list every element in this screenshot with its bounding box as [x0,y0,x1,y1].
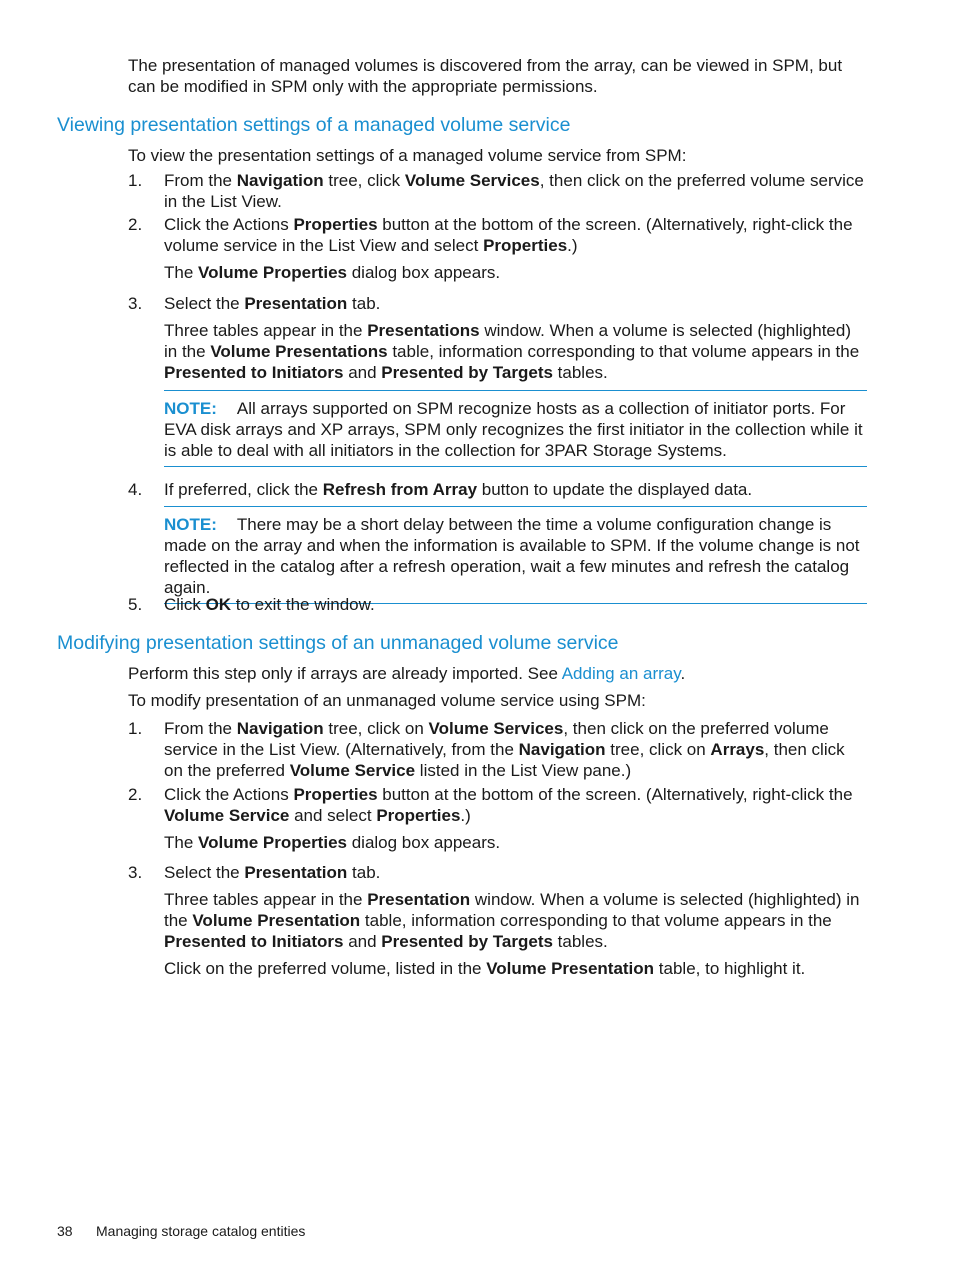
page-number: 38 [57,1223,73,1239]
section1-step-3 [128,293,868,314]
note-text: NOTE: All arrays supported on SPM recognize hosts as a collection of initiator ports. For EVA disk arrays and XP arrays, SPM only recognizes the first initiator in the collection while it is able to deal with all initiators in the collection for 3PAR Storage Systems. [164,399,863,460]
section1-step-2 [128,214,868,256]
section1-step-1 [128,170,868,212]
section2-lead-1: Perform this step only if arrays are already imported. See Adding an array. [128,664,686,683]
step-number: 3. [128,863,143,882]
section2-step-2 [128,784,868,826]
section1-step-2-result: The Volume Properties dialog box appears. [164,263,501,282]
step-number: 2. [128,215,143,234]
step-text: Click OK to exit the window. [164,595,375,614]
step-number: 5. [128,595,143,614]
chapter-title: Managing storage catalog entities [96,1223,306,1239]
section1-lead: To view the presentation settings of a managed volume service from SPM: [128,146,687,165]
section1-step-5 [128,594,868,615]
note-box-delay [164,506,867,604]
intro-paragraph: The presentation of managed volumes is discovered from the array, can be viewed in SPM, but can be modified in SPM only with the appropriate permissions. [128,56,843,96]
section2-step-1 [128,718,868,781]
section2-step-3-highlight: Click on the preferred volume, listed in the Volume Presentation table, to highlight it. [164,959,806,978]
step-text: Select the Presentation tab. [164,294,381,313]
note-label: NOTE: [164,399,217,418]
page-footer [57,1222,305,1240]
note-label: NOTE: [164,515,217,534]
step-number: 3. [128,294,143,313]
note-text: NOTE: There may be a short delay between the time a volume configuration change is made on the array and when the information is available to SPM. If the volume change is not reflected in the catalog after a refresh operation, wait a few minutes and refresh the catalog again. [164,515,860,597]
section2-lead-2: To modify presentation of an unmanaged volume service using SPM: [128,691,646,710]
step-number: 4. [128,480,143,499]
step-text: If preferred, click the Refresh from Array button to update the displayed data. [164,480,753,499]
section-heading-viewing: Viewing presentation settings of a managed volume service [57,114,571,136]
section1-step-4 [128,479,868,500]
adding-an-array-link[interactable]: Adding an array [561,664,681,683]
section1-step-3-detail: Three tables appear in the Presentations window. When a volume is selected (highlighted) in the Volume Presentations table, information corresponding to that volume appears in the Presented to Initiators and Presented by Targets tables. [164,321,860,382]
step-number: 2. [128,785,143,804]
step-text: Click the Actions Properties button at the bottom of the screen. (Alternatively, right-click the Volume Service and select Properties.) [164,785,853,825]
step-text: Click the Actions Properties button at the bottom of the screen. (Alternatively, right-click the volume service in the List View and select Properties.) [164,215,853,255]
step-text: Select the Presentation tab. [164,863,381,882]
section2-step-2-result: The Volume Properties dialog box appears. [164,833,501,852]
step-text: From the Navigation tree, click Volume Services, then click on the preferred volume service in the List View. [164,171,864,211]
step-number: 1. [128,171,143,190]
section2-step-3 [128,862,868,883]
step-number: 1. [128,719,143,738]
section2-step-3-detail: Three tables appear in the Presentation window. When a volume is selected (highlighted) in the Volume Presentation table, information corresponding to that volume appears in the Presented to Initiators and Presented by Targets tables. [164,890,860,951]
step-text: From the Navigation tree, click on Volume Services, then click on the preferred volume service in the List View. (Alternatively, from the Navigation tree, click on Arrays, then click on the preferred Volume Service listed in the List View pane.) [164,719,845,780]
section-heading-modifying: Modifying presentation settings of an unmanaged volume service [57,632,619,654]
note-box-initiators [164,390,867,467]
